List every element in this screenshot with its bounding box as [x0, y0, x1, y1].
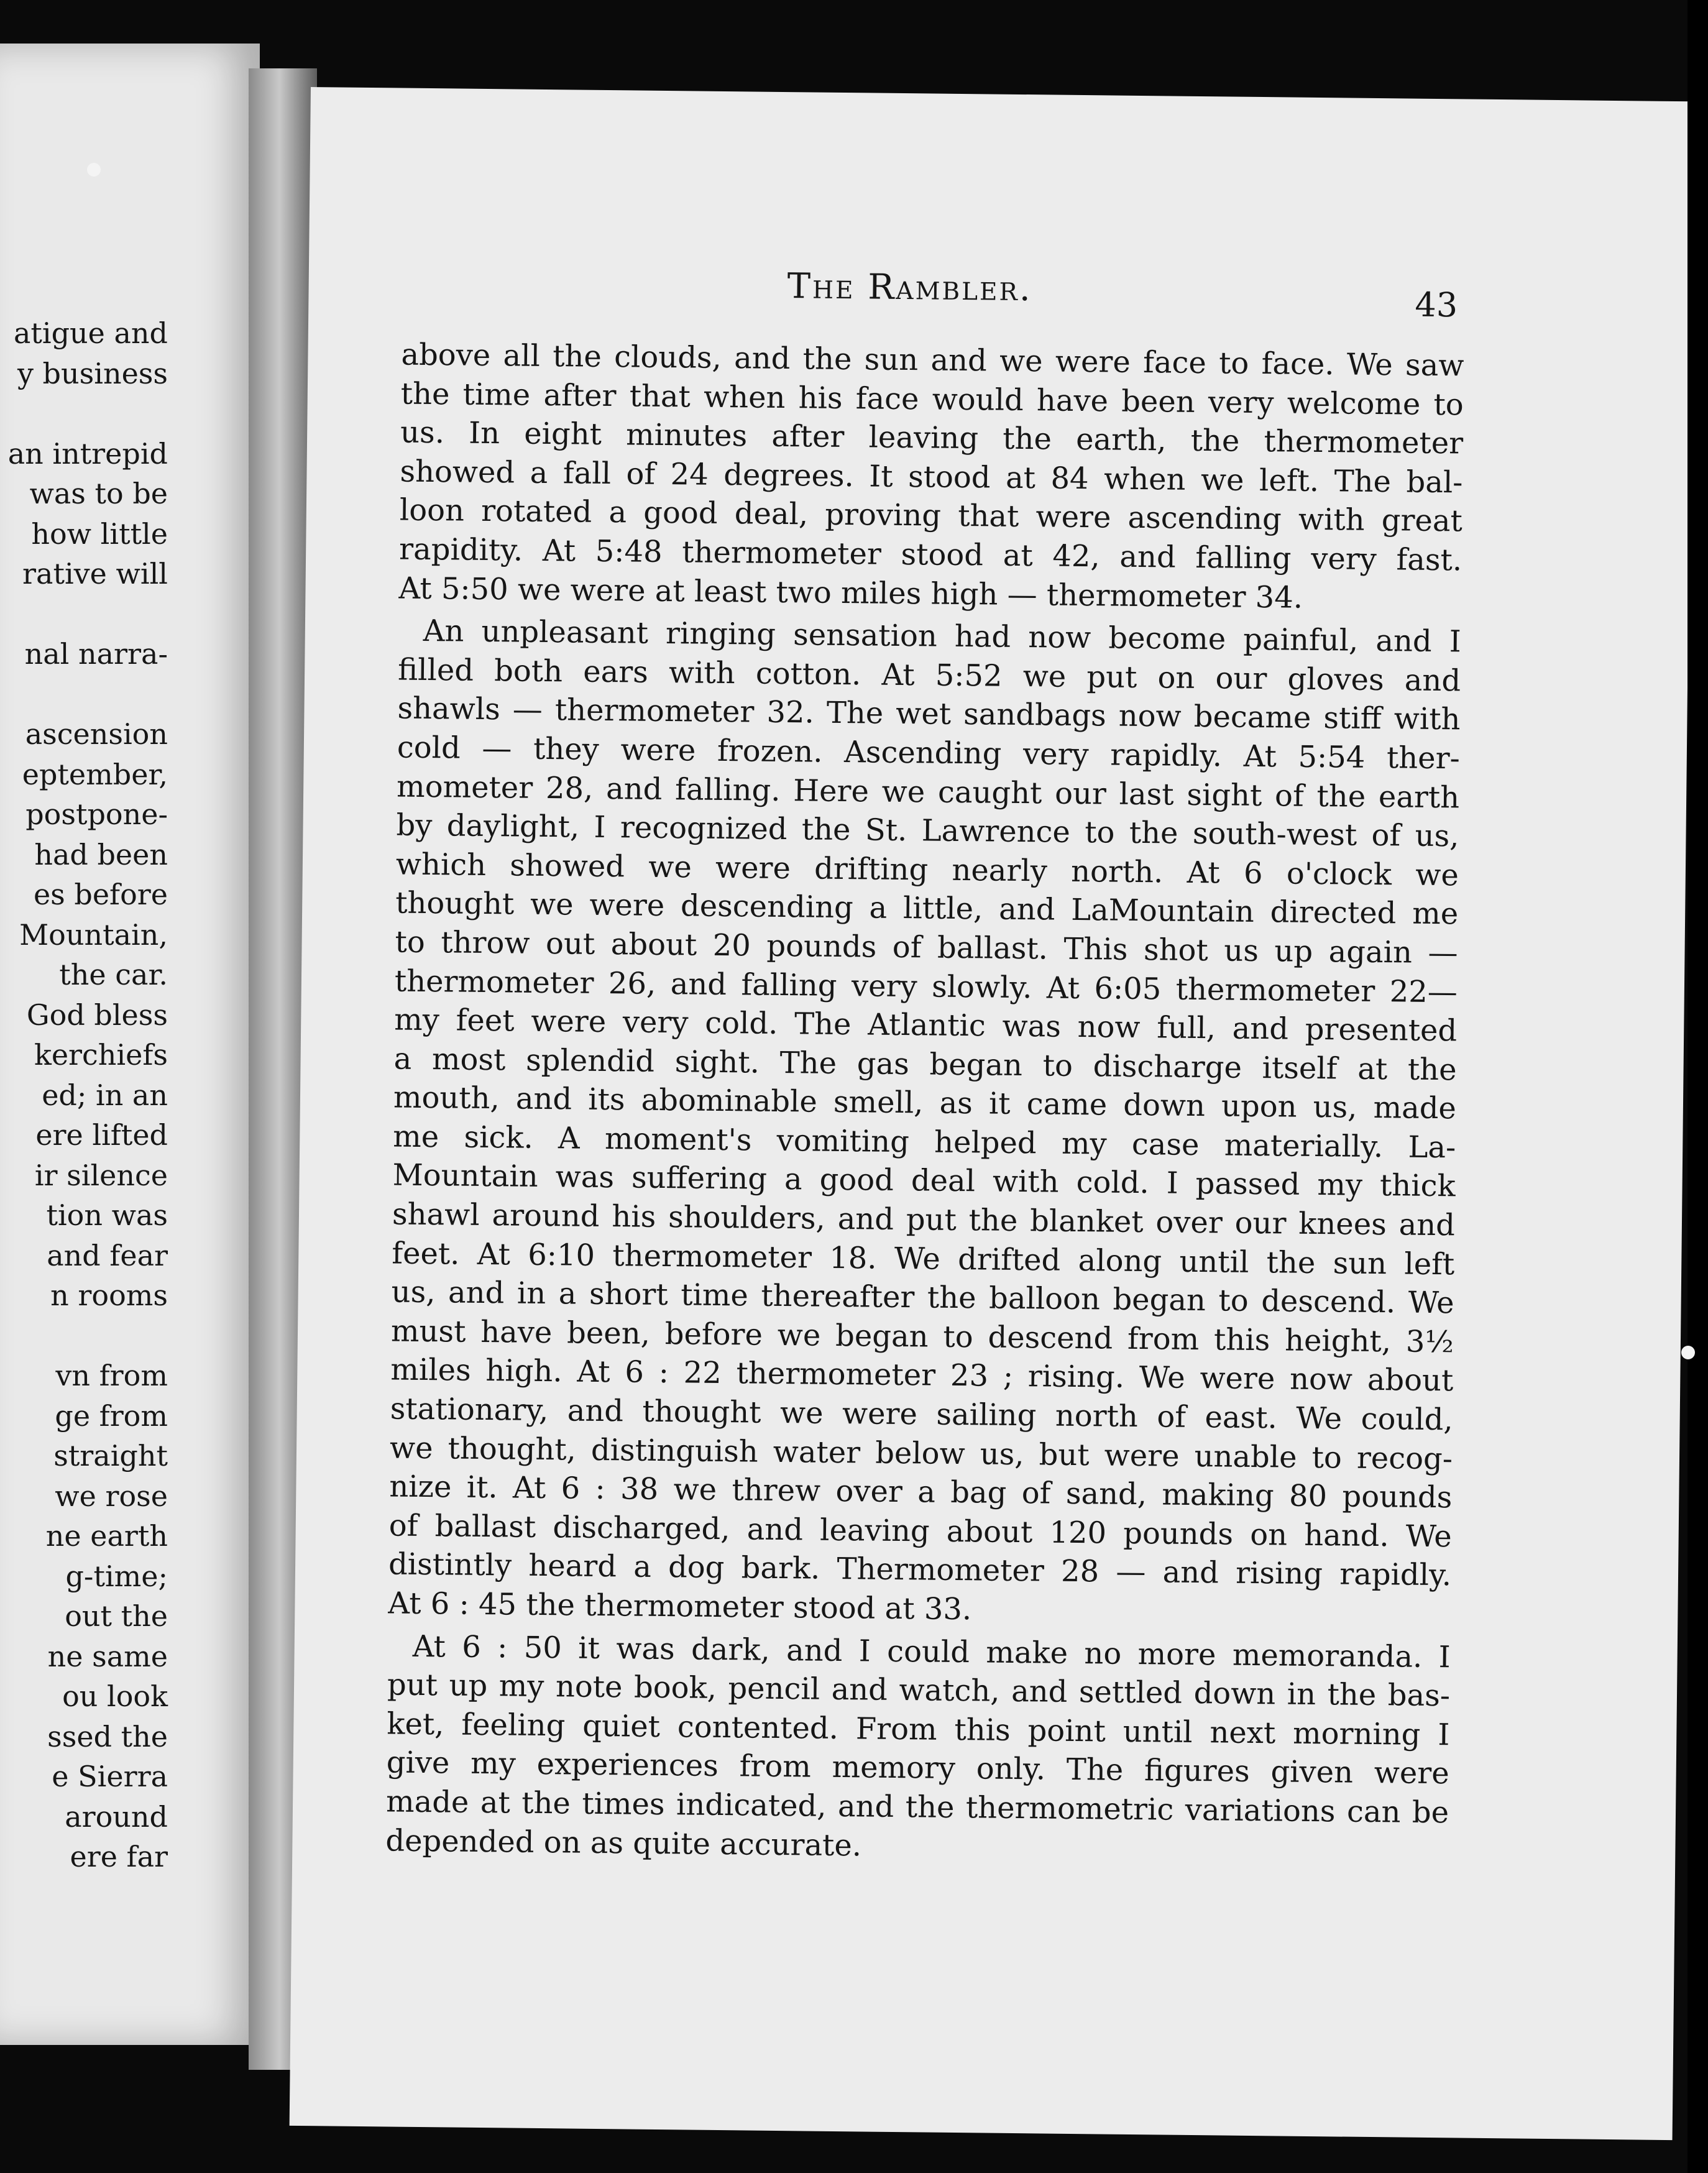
text-line: the time after that when his face would have been very welcome to — [400, 376, 1464, 423]
film-speck — [87, 163, 101, 177]
text-line: by daylight, I recognized the St. Lawrence to the south-west of us, — [396, 807, 1459, 854]
text-line: shawls — thermometer 32. The wet sandbags now became stiff with — [397, 691, 1461, 737]
text-line: made at the times indicated, and the thermometric variations can be — [385, 1784, 1449, 1831]
text-line: miles high. At 6 : 22 thermometer 23 ; rising. We were now about — [390, 1352, 1454, 1399]
left-page-line: vn from — [55, 1359, 168, 1392]
left-page-line: ir silence — [34, 1158, 168, 1192]
text-line: cold — they were frozen. Ascending very rapidly. At 5:54 ther- — [397, 730, 1461, 776]
text-line: An unpleasant ringing sensation had now become painful, and I — [423, 613, 1462, 659]
left-page-line: eptember, — [22, 757, 168, 791]
text-line: At 6 : 50 it was dark, and I could make no more memoranda. I — [412, 1629, 1451, 1675]
text-line: to throw out about 20 pounds of ballast. This shot us up again — — [395, 924, 1458, 971]
page-body — [385, 336, 1464, 1872]
left-page-fragment — [0, 44, 260, 2045]
text-line: depended on as quite accurate. — [385, 1822, 862, 1863]
text-line: above all the clouds, and the sun and we were face to face. We saw — [401, 337, 1464, 384]
left-page-line: out the — [65, 1599, 168, 1633]
left-page-line: an intrepid — [7, 436, 168, 471]
text-line: stationary, and thought we were sailing north of east. We could, — [390, 1391, 1453, 1438]
page-number: 43 — [1415, 285, 1458, 325]
left-page-line: ascension — [25, 717, 168, 751]
left-page-line: ne same — [47, 1639, 168, 1673]
left-page-line: God bless — [26, 998, 168, 1032]
left-page-line: rative will — [22, 557, 168, 590]
left-page-line: around — [65, 1799, 168, 1834]
left-page-line: had been — [34, 837, 168, 871]
text-line: filled both ears with cotton. At 5:52 we put on our gloves and — [397, 652, 1461, 699]
text-line: ket, feeling quiet contented. From this point until next morning I — [387, 1706, 1450, 1753]
text-line: mometer 28, and falling. Here we caught our last sight of the earth — [396, 769, 1460, 815]
left-page-line: n rooms — [50, 1279, 168, 1312]
left-page-line: nal narra- — [24, 637, 168, 671]
left-page-line: was to be — [29, 477, 168, 510]
text-line: which showed we were drifting nearly north. At 6 o'clock we — [395, 847, 1459, 893]
text-line: rapidity. At 5:48 thermometer stood at 42, and falling very fast. — [398, 531, 1462, 578]
text-line: my feet were very cold. The Atlantic was now full, and presented — [394, 1002, 1458, 1049]
left-page-line: e Sierra — [52, 1760, 168, 1793]
left-page-line: Mountain, — [19, 917, 168, 952]
left-page-line: y business — [17, 356, 168, 390]
text-line: me sick. A moment's vomiting helped my case materially. La- — [393, 1119, 1456, 1165]
paragraph — [385, 1627, 1451, 1871]
text-line: distintly heard a dog bark. Thermometer 28 — and rising rapidly. — [388, 1546, 1452, 1593]
left-page-line: postpone- — [25, 797, 168, 831]
text-line: thought we were descending a little, and LaMountain directed me — [395, 885, 1459, 932]
text-line: At 6 : 45 the thermometer stood at 33. — [388, 1586, 972, 1627]
scan-edge — [1687, 0, 1708, 2173]
left-page-line: and fear — [47, 1238, 168, 1272]
left-page-line: we rose — [55, 1479, 168, 1513]
left-page-line: ne earth — [45, 1519, 168, 1553]
left-page-line: atigue and — [13, 316, 168, 350]
text-line: us, and in a short time thereafter the balloon began to descend. We — [391, 1274, 1454, 1321]
running-header: The Rambler. — [787, 266, 1033, 310]
left-page-line: straight — [53, 1439, 168, 1472]
left-page-line: es before — [33, 878, 168, 911]
paragraph — [388, 612, 1461, 1634]
text-line: a most splendid sight. The gas began to discharge itself at the — [393, 1041, 1457, 1088]
right-page — [290, 87, 1694, 2140]
text-line: Mountain was suffering a good deal with cold. I passed my thick — [392, 1157, 1456, 1204]
text-line: mouth, and its abominable smell, as it came down upon us, made — [393, 1080, 1457, 1126]
text-line: At 5:50 we were at least two miles high — thermometer 34. — [398, 571, 1303, 615]
left-page-line: ou look — [62, 1679, 168, 1713]
text-line: feet. At 6:10 thermometer 18. We drifted along until the sun left — [392, 1236, 1455, 1282]
left-page-line: ere far — [70, 1840, 168, 1873]
left-page-line: kerchiefs — [34, 1038, 168, 1072]
left-page-line: g-time; — [65, 1559, 168, 1593]
text-line: put up my note book, pencil and watch, and settled down in the bas- — [387, 1667, 1451, 1714]
film-speck — [1681, 1346, 1695, 1359]
left-page-line: ere lifted — [35, 1118, 168, 1152]
left-page-line: ssed the — [47, 1719, 168, 1753]
text-line: shawl around his shoulders, and put the blanket over our knees and — [392, 1197, 1456, 1243]
left-page-line: tion was — [46, 1198, 168, 1232]
text-line: must have been, before we began to descend from this height, 3½ — [390, 1313, 1454, 1360]
text-line: of ballast discharged, and leaving about 120 pounds on hand. We — [388, 1508, 1452, 1555]
left-page-line: ed; in an — [42, 1078, 168, 1112]
left-page-line: how little — [31, 517, 168, 551]
left-page-line: ge from — [55, 1399, 168, 1433]
text-line: nize it. At 6 : 38 we threw over a bag of sand, making 80 pounds — [389, 1469, 1453, 1515]
paragraph — [398, 336, 1464, 619]
text-line: give my experiences from memory only. The figures given were — [386, 1745, 1449, 1791]
text-line: us. In eight minutes after leaving the earth, the thermometer — [400, 415, 1464, 461]
text-line: we thought, distinguish water below us, but were unable to recog- — [389, 1430, 1453, 1476]
text-line: loon rotated a good deal, proving that were ascending with great — [399, 492, 1463, 539]
left-page-line: the car. — [59, 958, 168, 991]
text-line: thermometer 26, and falling very slowly. At 6:05 thermometer 22— — [394, 963, 1458, 1009]
text-line: showed a fall of 24 degrees. It stood at 84 when we left. The bal- — [400, 454, 1463, 500]
